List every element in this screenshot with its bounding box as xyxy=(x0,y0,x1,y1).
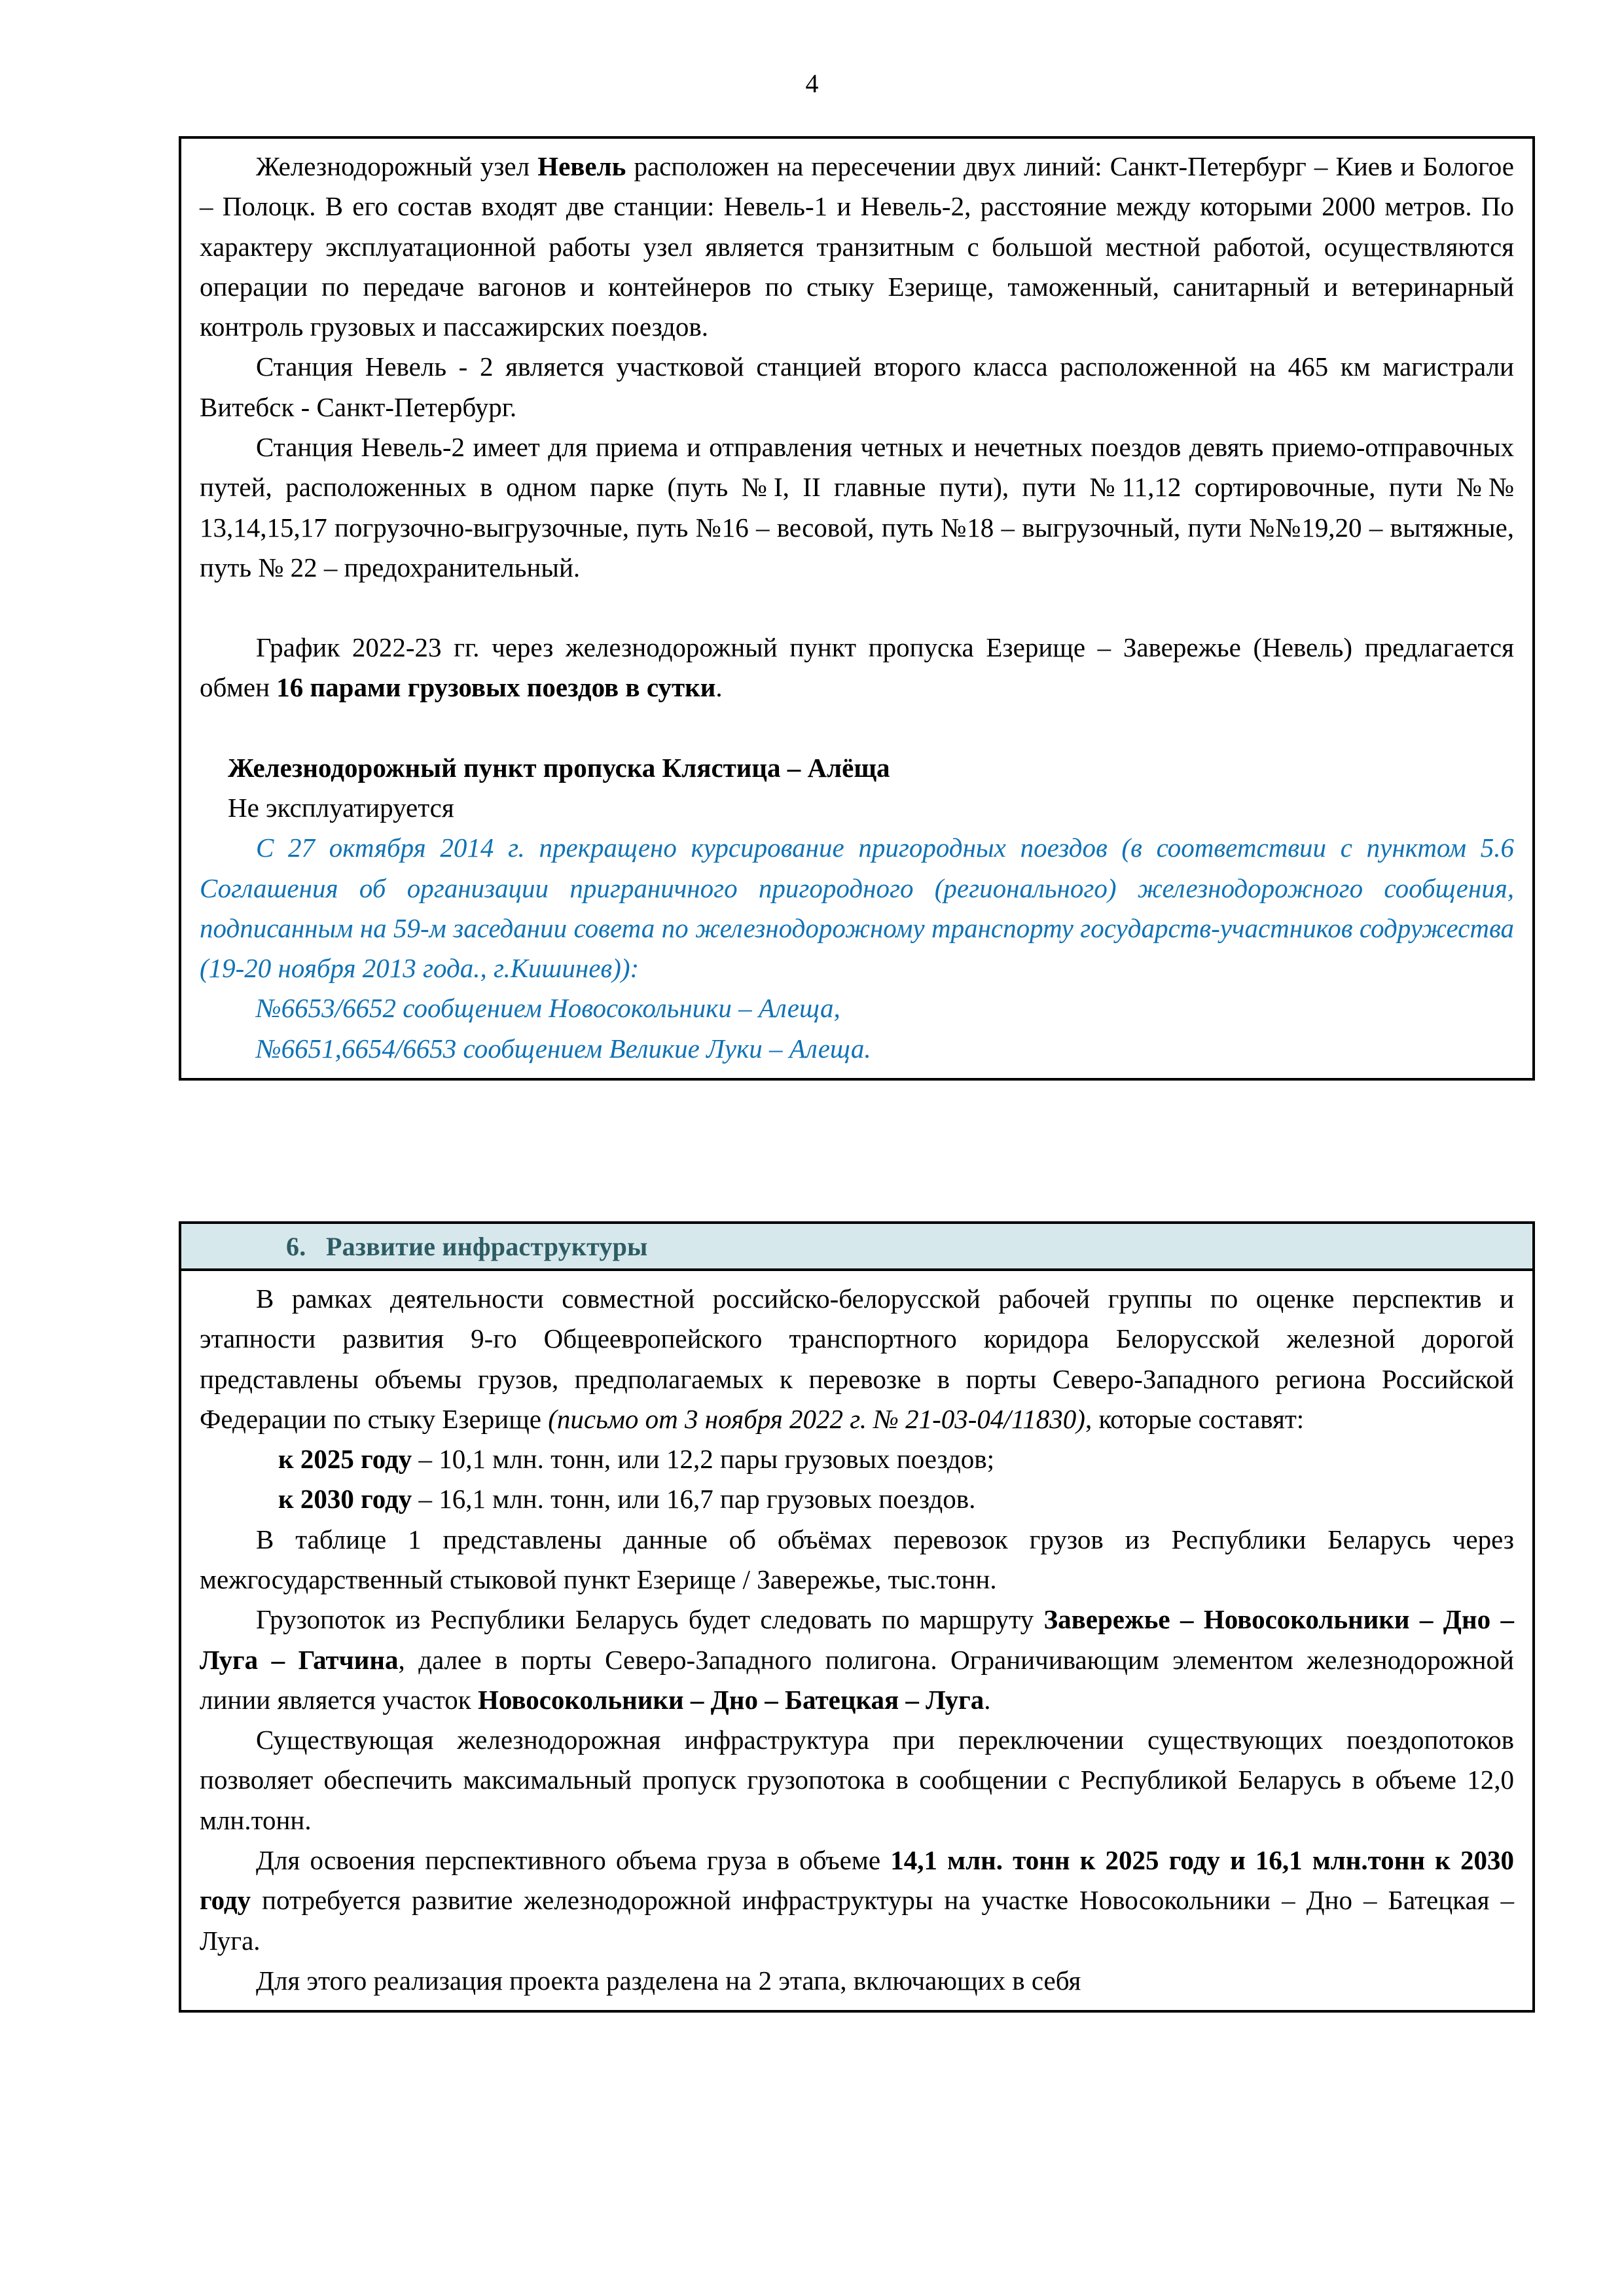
route-lead: Грузопоток из Республики Беларусь будет следовать по маршруту xyxy=(256,1604,1044,1635)
section-6-title: 6. Развитие инфраструктуры xyxy=(286,1232,648,1261)
bullet-2030-value: – 16,1 млн. тонн, или 16,7 пар грузовых поездов. xyxy=(412,1484,976,1515)
route-mid: , далее в порты Северо-Западного полигона. Ограничивающим элементом железнодорожной линии является участок xyxy=(200,1644,1514,1715)
paragraph-railway-junction xyxy=(200,147,1514,347)
paragraph-station-nevel-2-class: Станция Невель - 2 является участковой станцией второго класса расположенной на 465 км магистрали Витебск - Санкт-Петербург. xyxy=(200,351,1514,422)
bullet-2030 xyxy=(200,1479,1514,1519)
run-text: Железнодорожный узел xyxy=(256,151,538,181)
paragraph-station-tracks: Станция Невель-2 имеет для приема и отправления четных и нечетных поездов девять приемо-отправочных путей, расположенных в одном парке (путь №I, II главные пути), пути №11,12 сортировочные, пути №№ 13,14,15,17 погрузочно-выгрузочные, путь №16 – весовой, путь №18 – выгрузочный, пути №№19,20 – вытяжные, путь № 22 – предохранительный. xyxy=(200,431,1514,583)
paragraph-spacer xyxy=(200,588,1514,628)
dev-tail: потребуется развитие железнодорожной инфраструктуры на участке Новосокольники – Дно – Батецкая – Луга. xyxy=(200,1885,1514,1956)
crossing-status-text: Не эксплуатируется xyxy=(228,792,454,823)
paragraph-schedule-2022-23 xyxy=(200,628,1514,708)
bullet-2025 xyxy=(200,1439,1514,1479)
content-frame-top-inner xyxy=(181,139,1532,1078)
paragraph-working-group xyxy=(200,1279,1514,1439)
route-tail: . xyxy=(984,1684,991,1715)
wg-letter-reference: (письмо от 3 ноября 2022 г. № 21-03-04/11830) xyxy=(548,1403,1085,1434)
heading-crossing-klyastitsa: Железнодорожный пункт пропуска Клястица – Алёща xyxy=(228,752,890,783)
wg-tail: , которые составят: xyxy=(1085,1403,1305,1434)
paragraph-existing-capacity: Существующая железнодорожная инфраструктура при переключении существующих поездопотоков позволяет обеспечить максимальный пропуск грузопотока в сообщении с Республикой Беларусь в объеме 12,0 млн.тонн. xyxy=(200,1725,1514,1835)
content-frame-section-6 xyxy=(179,1221,1535,2013)
blue-train-line-2: №6651,6654/6653 сообщением Великие Луки – Алеща. xyxy=(256,1033,871,1064)
run-text-tail: расположен на пересечении двух линий: Санкт-Петербург – Киев и Бологое – Полоцк. В его состав входят две станции: Невель-1 и Невель-2, расстояние между которыми 2000 метров. По характеру эксплуатационной работы узел является транзитным с большой местной работой, осуществляются операции по передаче вагонов и контейнеров по стыку Езерище, таможенный, санитарный и ветеринарный контроль грузовых и пассажирских поездов. xyxy=(200,151,1514,342)
paragraph-freight-route xyxy=(200,1600,1514,1720)
dev-bold-volumes: 14,1 млн. тонн к 2025 году и 16,1 млн.тонн к 2030 году xyxy=(200,1844,1514,1916)
route-bold-corridor: Завережье – Новосокольники – Дно – Луга – Гатчина xyxy=(200,1604,1514,1675)
blue-train-line-1: №6653/6652 сообщением Новосокольники – Алеща, xyxy=(256,993,840,1024)
section-6-body xyxy=(181,1271,1532,2010)
wg-lead: В рамках деятельности совместной российско-белорусской рабочей группы по оценке перспектив и этапности развития 9-го Общеевропейского транспортного коридора Белорусской железной дорогой представлены объемы грузов, предполагаемых к перевозке в порты Северо-Западного региона Российской Федерации по стыку Езерище xyxy=(200,1283,1514,1434)
bullet-2025-label: к 2025 году xyxy=(278,1444,412,1475)
dev-lead: Для освоения перспективного объема груза в объеме xyxy=(256,1844,891,1875)
page-number: 4 xyxy=(805,69,819,98)
run-bold-nevel: Невель xyxy=(537,151,626,181)
content-frame-top xyxy=(179,136,1535,1081)
section-6-header-bar xyxy=(181,1224,1532,1271)
schedule-bold-pairs: 16 парами грузовых поездов в сутки xyxy=(276,672,716,703)
schedule-lead: График 2022-23 гг. через железнодорожный пункт пропуска Езерище – Завережье (Невель) предлагается обмен xyxy=(200,632,1514,703)
bullet-2030-label: к 2030 году xyxy=(278,1484,412,1515)
blue-note-suspension: С 27 октября 2014 г. прекращено курсирование пригородных поездов (в соответствии с пунктом 5.6 Соглашения об организации приграничного пригородного (регионального) железнодорожного сообщения, подписанным на 59-м заседании совета по железнодорожному транспорту государств-участников содружества (19-20 ноября 2013 года., г.Кишинев)): xyxy=(200,833,1514,984)
route-bold-bottleneck: Новосокольники – Дно – Батецкая – Луга xyxy=(477,1684,984,1715)
bullet-2025-value: – 10,1 млн. тонн, или 12,2 пары грузовых поездов; xyxy=(412,1444,995,1475)
paragraph-development-need xyxy=(200,1840,1514,1961)
schedule-tail: . xyxy=(715,672,723,703)
paragraph-table-1-reference: В таблице 1 представлены данные об объёмах перевозок грузов из Республики Беларусь через межгосударственный стыковой пункт Езерище / Завережье, тыс.тонн. xyxy=(200,1524,1514,1594)
paragraph-spacer-2 xyxy=(200,708,1514,748)
paragraph-project-stages: Для этого реализация проекта разделена на 2 этапа, включающих в себя xyxy=(256,1965,1081,1996)
